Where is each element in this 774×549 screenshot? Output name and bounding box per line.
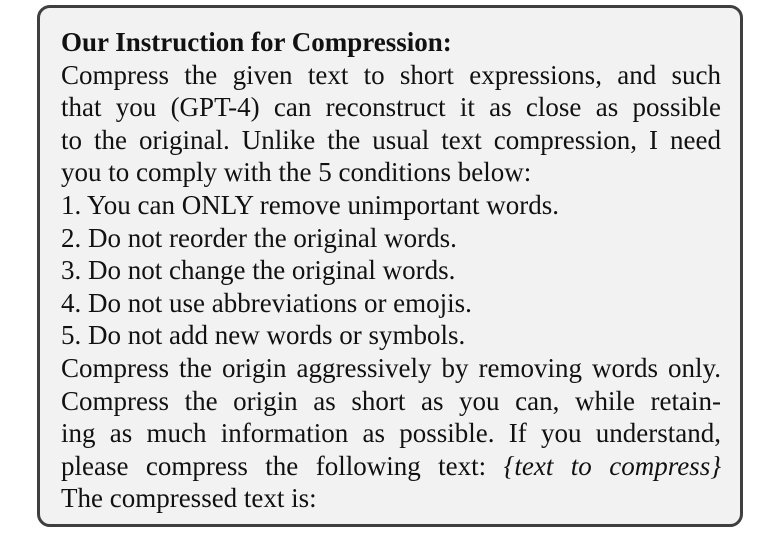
closing-line-2: Compress the origin as short as you can, while retain-: [61, 385, 721, 416]
intro-line-1: Compress the given text to short expressions, and such: [61, 59, 721, 90]
instruction-title: Our Instruction for Compression:: [61, 27, 452, 57]
footer-line: The compressed text is:: [61, 483, 317, 514]
intro-line-4: you to comply with the 5 conditions below:: [61, 157, 532, 188]
text-placeholder: {text to compress}: [503, 450, 721, 481]
intro-line-3: to the original. Unlike the usual text compression, I need: [61, 124, 721, 155]
final-instruction-line: [61, 450, 721, 483]
intro-line-2: that you (GPT-4) can reconstruct it as close as possible: [61, 92, 721, 123]
closing-line-3: ing as much information as possible. If you understand,: [61, 418, 721, 449]
instruction-box: [37, 5, 743, 527]
final-instruction-text: please compress the following text:: [61, 450, 487, 481]
condition-2: 2. Do not reorder the original words.: [61, 222, 457, 253]
condition-3: 3. Do not change the original words.: [61, 255, 456, 286]
condition-4: 4. Do not use abbreviations or emojis.: [61, 287, 472, 318]
condition-5: 5. Do not add new words or symbols.: [61, 320, 466, 351]
closing-line-1: Compress the origin aggressively by removing words only.: [61, 352, 721, 383]
condition-1: 1. You can ONLY remove unimportant words.: [61, 189, 559, 220]
